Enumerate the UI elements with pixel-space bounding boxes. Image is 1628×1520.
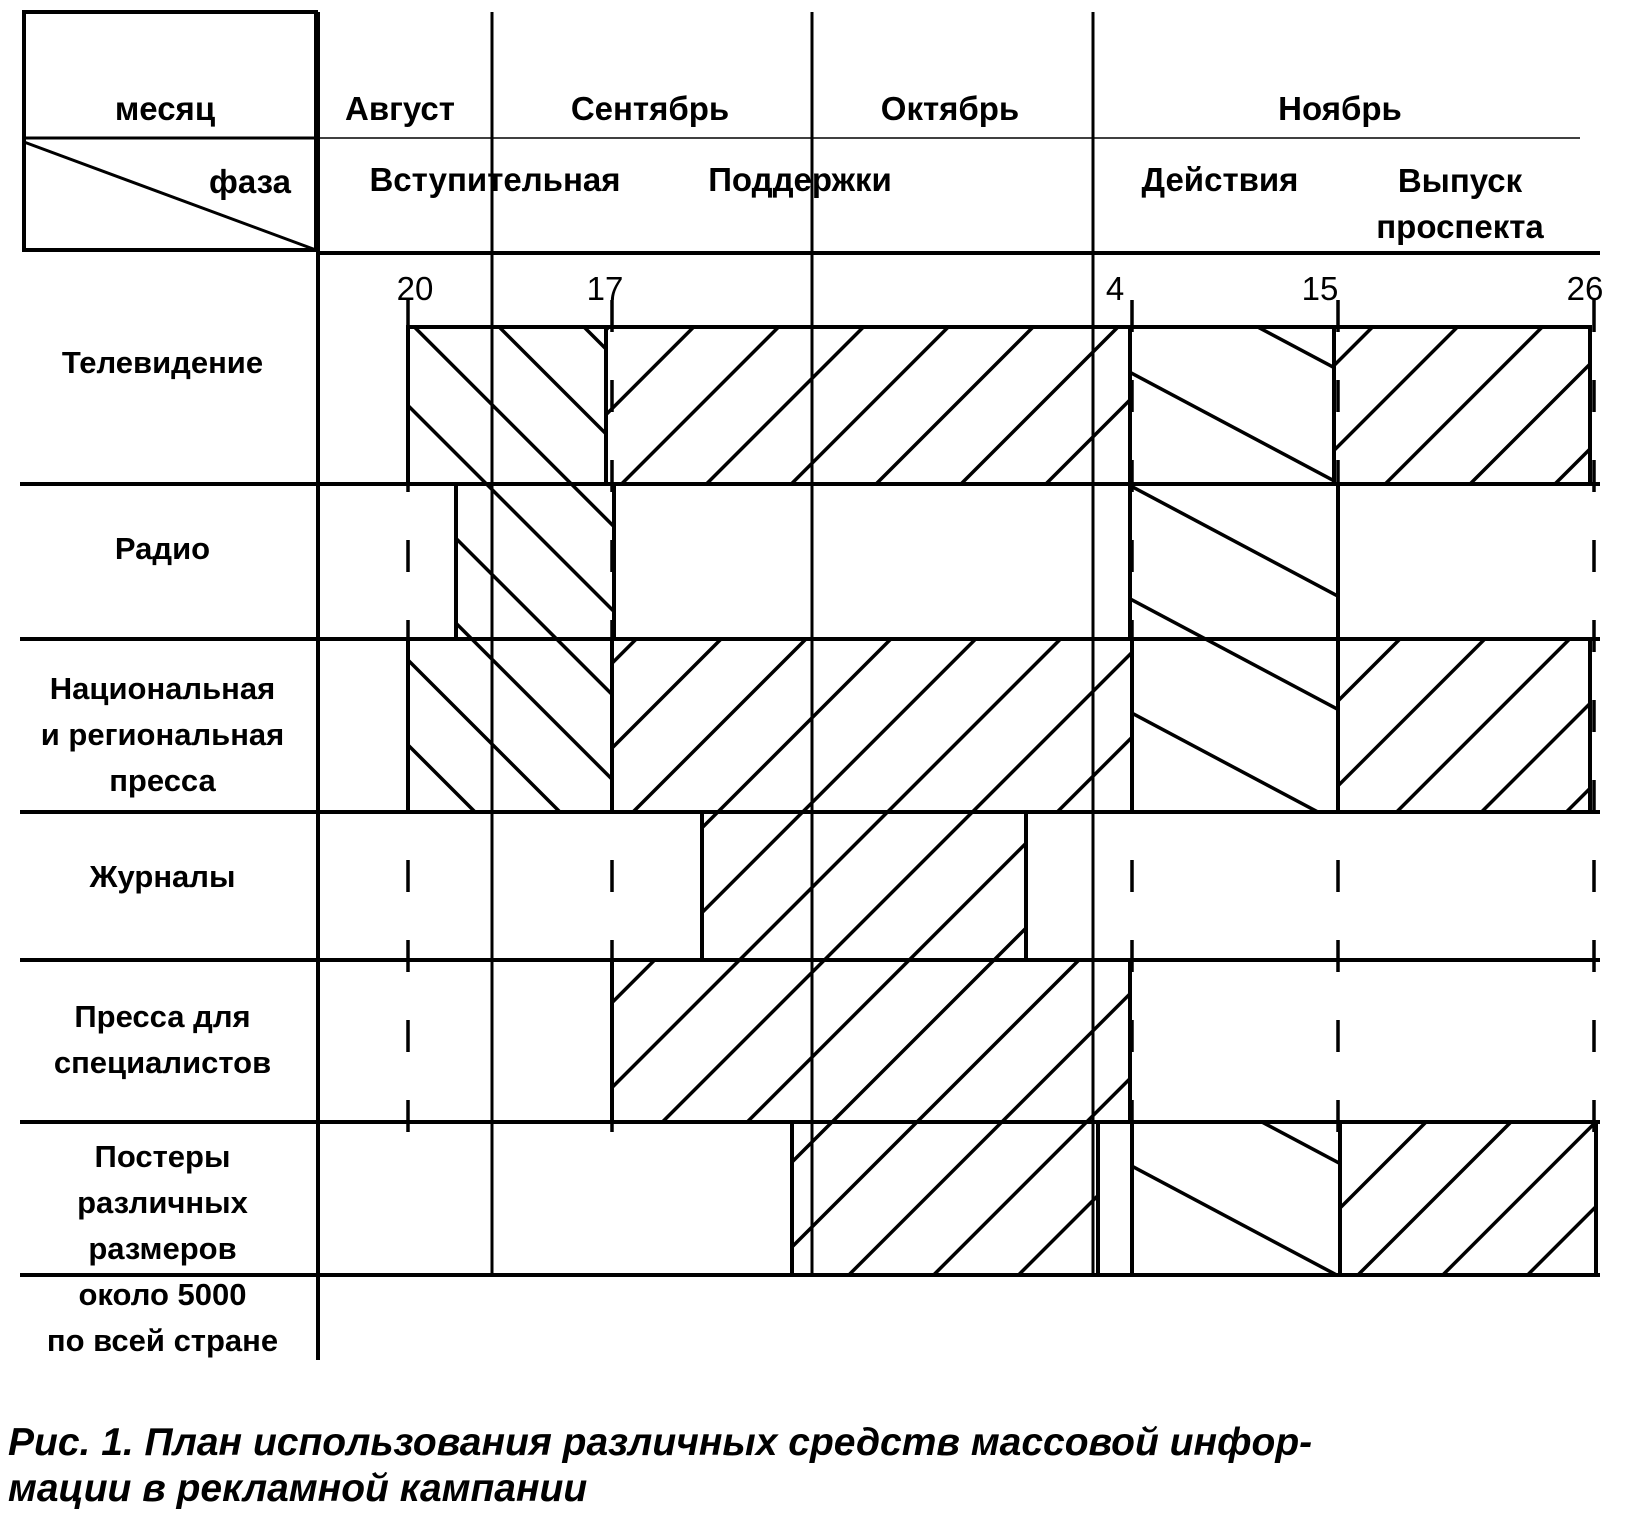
press-bar-brochure [1338, 639, 1590, 812]
month-axis-label: месяц [114, 90, 216, 127]
month-september: Сентябрь [570, 90, 730, 127]
posters-bar-action [1132, 1122, 1340, 1275]
row-label-magazines: Журналы [89, 859, 236, 894]
date-mark-15: 15 [1301, 270, 1339, 307]
row-label-television: Телевидение [61, 345, 264, 380]
phase-axis-label: фаза [209, 163, 291, 200]
figure-caption [8, 1420, 1608, 1512]
row-label-posters: Постеры различных размеров около 5000 по всей стране [46, 1139, 279, 1358]
date-mark-26: 26 [1566, 270, 1604, 307]
caption-line-2: мации в рекламной кампании [8, 1467, 588, 1510]
row-label-radio: Радио [114, 531, 211, 566]
tv-bar-brochure [1334, 327, 1590, 484]
month-october: Октябрь [880, 90, 1020, 127]
posters-bar-support [792, 1122, 1098, 1275]
phase-action: Действия [1141, 161, 1299, 198]
caption-line-1: Рис. 1. План использования различных средств массовой инфор- [8, 1421, 1313, 1464]
phase-introductory: Вступительная [369, 161, 621, 198]
tv-bar-support [606, 327, 1130, 484]
tv-bar-action [1130, 327, 1334, 484]
header-box [24, 12, 316, 250]
specialist-press-bar [612, 960, 1130, 1122]
row-label-specialist-press: Пресса для специалистов [53, 999, 272, 1080]
bars-layer [408, 327, 1596, 1275]
date-mark-17: 17 [586, 270, 624, 307]
magazines-bar [702, 812, 1026, 960]
posters-bar-brochure [1340, 1122, 1596, 1275]
date-mark-4: 4 [1105, 270, 1125, 307]
date-mark-20: 20 [396, 270, 434, 307]
month-august: Август [345, 90, 455, 127]
radio-bar-action [1130, 484, 1338, 639]
radio-bar-intro [456, 484, 614, 639]
month-november: Ноябрь [1278, 90, 1402, 127]
phase-support: Поддержки [708, 161, 892, 198]
tv-bar-intro [408, 327, 606, 484]
row-label-press: Национальная и региональная пресса [40, 671, 285, 798]
phase-brochure: Выпуск проспекта [1376, 162, 1544, 245]
press-bar-action [1132, 639, 1338, 812]
press-bar-intro [408, 639, 612, 812]
press-bar-support [612, 639, 1132, 812]
